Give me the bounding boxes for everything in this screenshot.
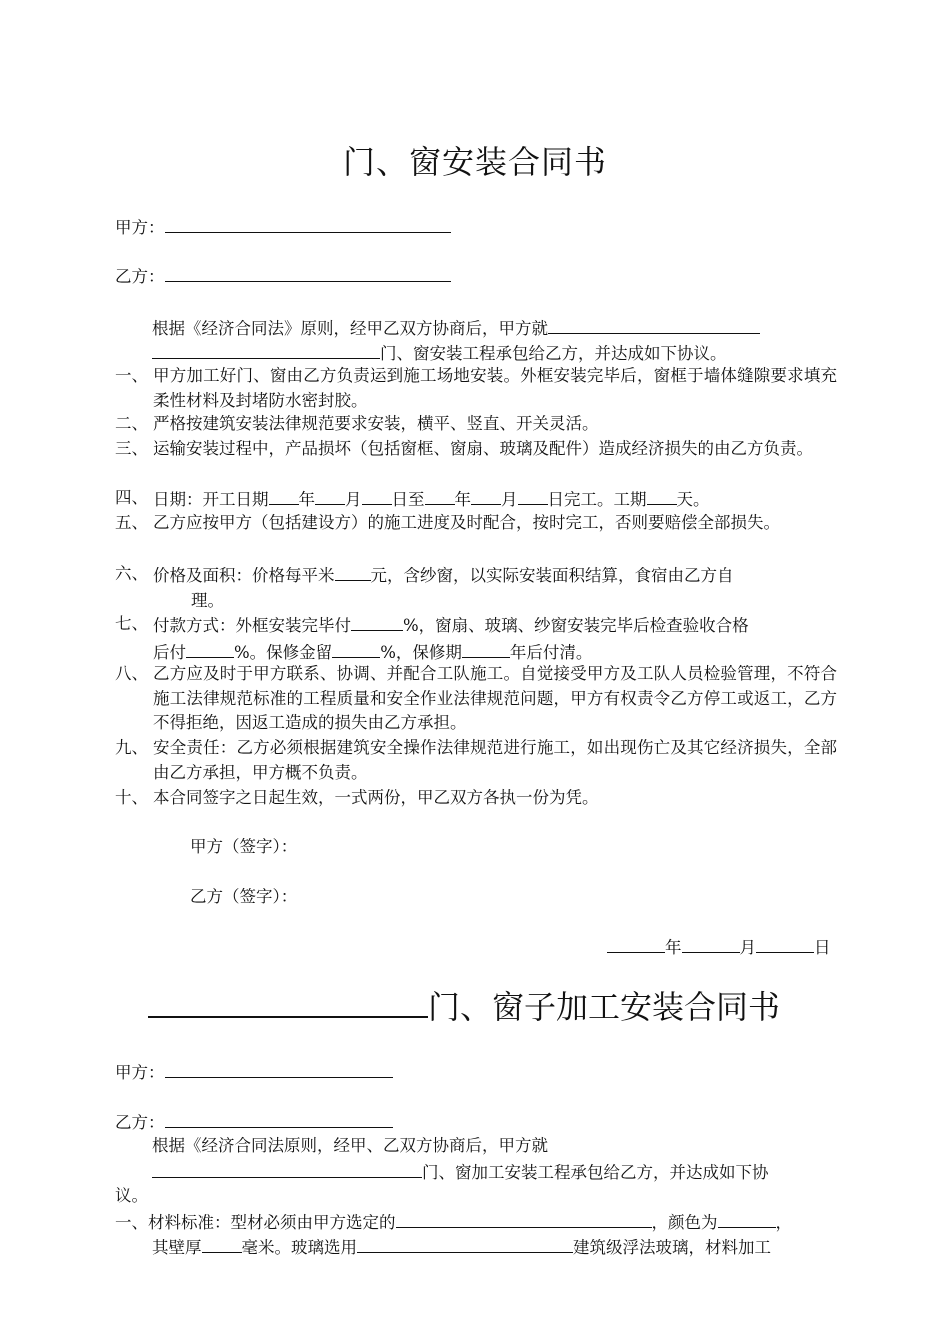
- duration-blank[interactable]: [647, 486, 677, 505]
- clause-number: 七、: [115, 614, 148, 633]
- party-a-label: 甲方：: [115, 1063, 165, 1082]
- party-a-label: 甲方：: [115, 218, 165, 237]
- payment-percent-blank[interactable]: [351, 612, 403, 631]
- party-b-blank[interactable]: [165, 263, 451, 282]
- clause-text: 日期：开工日期 年 月 日至 年 月 日完工。工期 天。: [153, 486, 837, 513]
- clause-number: 八、: [115, 664, 148, 683]
- thickness-blank[interactable]: [202, 1234, 242, 1253]
- clause-text: 运输安装过程中，产品损坏（包括窗框、窗扇、玻璃及配件）造成经济损失的由乙方负责。: [153, 439, 813, 458]
- project-blank[interactable]: [548, 315, 760, 334]
- date-month-blank[interactable]: [682, 934, 740, 953]
- start-month-blank[interactable]: [315, 486, 345, 505]
- clause-text: 严格按建筑安装法律规范要求安装，横平、竖直、开关灵活。: [153, 414, 599, 433]
- clause-number: 六、: [115, 564, 148, 583]
- clause-text: 付款方式：外框安装完毕付 %，窗扇、玻璃、纱窗安装完毕后检查验收合格 后付 %。保修金留 %，保修期 年后付清。: [153, 612, 837, 665]
- color-blank[interactable]: [718, 1209, 776, 1228]
- clause-7: [115, 612, 837, 665]
- end-month-blank[interactable]: [471, 486, 501, 505]
- party-b-label: 乙方：: [115, 1113, 165, 1132]
- intro-text-2: 门、窗安装工程承包给乙方，并达成如下协议。: [380, 344, 727, 363]
- clause-number: 五、: [115, 513, 148, 532]
- title-blank[interactable]: [148, 986, 428, 1018]
- contract1-intro-line1: [152, 315, 760, 341]
- clause-text: 乙方应及时于甲方联系、协调、并配合工队施工。自觉接受甲方及工队人员检验管理，不符合施工法律规范标准的工程质量和安全作业法律规范问题，甲方有权责令乙方停工或返工，乙方不得拒绝，因返工造成的损失由乙方承担。: [153, 664, 837, 732]
- sign-b: 乙方（签字）：: [190, 887, 298, 906]
- clause-6: [115, 562, 837, 613]
- project-blank[interactable]: [152, 1159, 422, 1178]
- clause-text: 本合同签字之日起生效，一式两份，甲乙双方各执一份为凭。: [153, 788, 599, 807]
- date-year-blank[interactable]: [607, 934, 665, 953]
- clause-number: 十、: [115, 788, 148, 807]
- contract2-intro-line3: 议。: [115, 1186, 148, 1205]
- contract1-intro-line2: [152, 340, 727, 366]
- date-day-blank[interactable]: [756, 934, 814, 953]
- clause-3: [115, 437, 837, 462]
- start-year-blank[interactable]: [269, 486, 299, 505]
- party-a-blank[interactable]: [165, 1059, 393, 1078]
- clause-text: 价格及面积：价格每平米 元，含纱窗，以实际安装面积结算，食宿由乙方自 理。: [153, 562, 837, 613]
- contract1-title: 门、窗安装合同书: [342, 143, 607, 181]
- contract2-clause1-line1: 一、材料标准：型材必须由甲方选定的 ，颜色为 ，: [115, 1209, 792, 1235]
- end-year-blank[interactable]: [425, 486, 455, 505]
- contract1-party-b: [115, 263, 451, 289]
- start-day-blank[interactable]: [362, 486, 392, 505]
- clause-number: 三、: [115, 439, 148, 458]
- clause-number: 四、: [115, 488, 148, 507]
- contract2-intro-line2: 门、窗加工安装工程承包给乙方，并达成如下协: [152, 1159, 769, 1185]
- contract2-party-a: [115, 1059, 393, 1085]
- clause-2: [115, 412, 837, 437]
- clause-number: 一、: [115, 1213, 148, 1232]
- contract1-party-a: [115, 214, 451, 240]
- contract2-title: 门、窗子加工安装合同书: [428, 988, 781, 1026]
- contract2-party-b: [115, 1109, 393, 1135]
- clause-number: 二、: [115, 414, 148, 433]
- contract2-clause1-line2: 其壁厚 毫米。玻璃选用 建筑级浮法玻璃，材料加工: [152, 1234, 771, 1260]
- clause-number: 九、: [115, 738, 148, 757]
- intro-text: 根据《经济合同法》原则，经甲乙双方协商后，甲方就: [152, 319, 548, 338]
- clause-8: [115, 662, 837, 736]
- clause-text: 甲方加工好门、窗由乙方负责运到施工场地安装。外框安装完毕后，窗框于墙体缝隙要求填充柔性材料及封堵防水密封胶。: [153, 366, 837, 410]
- retention-blank[interactable]: [332, 639, 380, 658]
- contract2-title-line: [148, 985, 780, 1029]
- date-line: 年 月 日: [607, 934, 831, 960]
- party-a-blank[interactable]: [165, 214, 451, 233]
- clause-text: 乙方应按甲方（包括建设方）的施工进度及时配合，按时完工，否则要赔偿全部损失。: [153, 513, 780, 532]
- party-b-blank[interactable]: [165, 1109, 393, 1128]
- clause-1: [115, 364, 837, 413]
- clause-9: [115, 736, 837, 785]
- party-b-label: 乙方：: [115, 267, 165, 286]
- clause-10: [115, 786, 837, 811]
- contract2-intro-line1: 根据《经济合同法原则，经甲、乙双方协商后，甲方就: [152, 1136, 548, 1155]
- warranty-blank[interactable]: [462, 639, 510, 658]
- profile-brand-blank[interactable]: [396, 1209, 652, 1228]
- end-day-blank[interactable]: [518, 486, 548, 505]
- clause-text: 安全责任：乙方必须根据建筑安全操作法律规范进行施工，如出现伤亡及其它经济损失，全部由乙方承担，甲方概不负责。: [153, 738, 837, 782]
- final-payment-blank[interactable]: [186, 639, 234, 658]
- sign-a: 甲方（签字）：: [190, 837, 298, 856]
- price-blank[interactable]: [335, 562, 371, 581]
- glass-blank[interactable]: [357, 1234, 573, 1253]
- project-blank-2[interactable]: [152, 340, 380, 359]
- clause-number: 一、: [115, 366, 148, 385]
- clause-5: [115, 511, 837, 536]
- clause-4: [115, 486, 837, 513]
